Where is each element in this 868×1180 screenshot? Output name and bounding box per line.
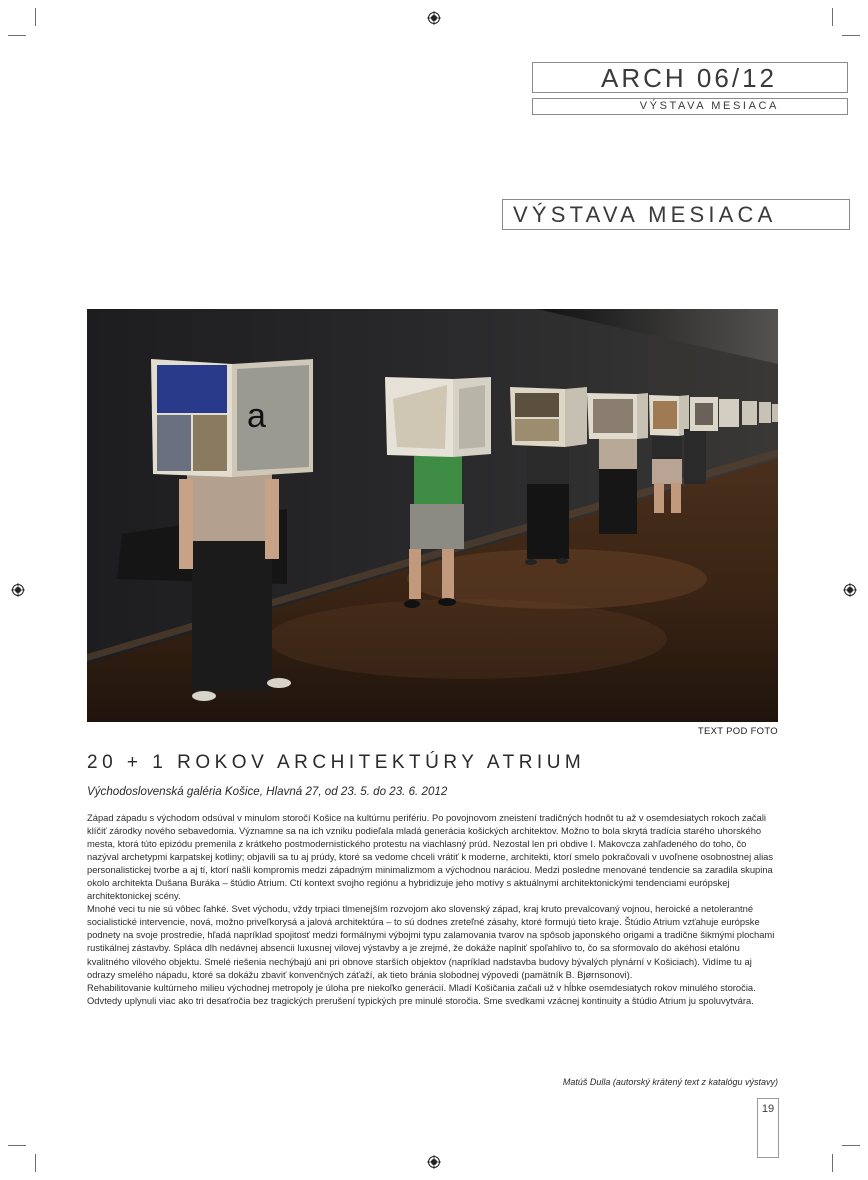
article-title: 20 + 1 ROKOV ARCHITEKTÚRY ATRIUM bbox=[87, 752, 586, 773]
registration-mark-icon bbox=[843, 583, 857, 597]
crop-mark bbox=[842, 35, 860, 36]
paragraph: Mnohé veci tu nie sú vôbec ľahké. Svet východu, vždy trpiaci tlmenejším rozvojom ako slovenský západ, kraj kruto prevalcovaný vojnou, heroické a netolerantné socialistické intervencie, nová, možno priveľkorysá a jalová architektúra – to sú dodnes zreteľné zásahy, ktoré formujú tieto kraje. Štúdio Atrium vzťahuje európske podnety na svoje prostredie, hľadá napríklad spojitosť medzi formálnymi výbojmi typu zalamovania tvarov na spôsob japonského origami a tradične šikmými plochami rustikálnej zástavby. Spláca dlh nedávnej absencii luxusnej vilovej výstavby a je zrejmé, že dokáže naplniť spoľahlivo to, čo sa sformovalo do akéhosi etalónu kvalitného vilového objektu. Smelé riešenia nechýbajú ani pri obnove starších objektov (napríklad nadstavba budovy bývalých plynární v Košiciach). Vidíme tu aj odrazy smelého nápadu, ktoré sa dokážu zbaviť konvenčných záťaží, ak tieto bránia slobodnej výpovedi (pamätník B. Bjørnsonovi). bbox=[87, 903, 775, 980]
article-body bbox=[87, 811, 779, 1007]
paragraph: Západ západu s východom odsúval v minulom storočí Košice na kultúrnu perifériu. Po povojnovom zneistení tradičných hodnôt tu až v osemdesiatych rokoch začali klíčiť zárodky nového sebavedomia. Významne sa na ich vzniku podieľala mladá generácia košických architektov. Možno to bola skrytá tradícia starého uhorského mesta, ktorá túto epizódu premenila z krátkeho postmodernistického protestu na viachlasný prúd. Nezostal len pri obdive I. Makovcza zahľadeného do toho, čo nazýval archetypmi karpatskej kotliny; objavili sa tu aj prúdy, ktoré sa vedome chceli vrátiť k moderne, architekti, ktorí smelo pokračovali v uvoľnene osobnostnej alias personalistickej tvorbe a aj tí, ktorí našli kompromis medzi západným minimalizmom a východnou naráciou. Medzi posledne menované tendencie sa zaradila skupina okolo architekta Dušana Buráka – štúdio Atrium. Ctí kontext svojho regiónu a hybridizuje jeho motívy s aktuálnymi architektonickými tendenciami európskej architektonickej scény. bbox=[87, 812, 774, 902]
exhibition-photo bbox=[87, 309, 778, 722]
crop-mark bbox=[832, 1154, 833, 1172]
registration-mark-icon bbox=[11, 583, 25, 597]
paragraph: Rehabilitovanie kultúrneho milieu východnej metropoly je úloha pre niekoľko generácií. Mladí Košičania začali už v hĺbke osemdesiatych rokov minulého storočia. Odvtedy uplynuli viac ako tri desaťročia bez tragických prerušení typických pre minulé storočia. Sme svedkami vzácnej kontinuity a štúdio Atrium ju spoluvytvára. bbox=[87, 981, 756, 1006]
registration-mark-icon bbox=[427, 11, 441, 25]
crop-mark bbox=[8, 35, 26, 36]
crop-mark bbox=[842, 1145, 860, 1146]
article-subtitle: Východoslovenská galéria Košice, Hlavná 27, od 23. 5. do 23. 6. 2012 bbox=[87, 785, 448, 798]
crop-mark bbox=[35, 8, 36, 26]
svg-text:a: a bbox=[247, 397, 266, 435]
page-number: 19 bbox=[757, 1098, 779, 1158]
crop-mark bbox=[35, 1154, 36, 1172]
crop-mark bbox=[8, 1145, 26, 1146]
crop-mark bbox=[832, 8, 833, 26]
section-title: VÝSTAVA MESIACA bbox=[502, 199, 850, 230]
header-subtitle: VÝSTAVA MESIACA bbox=[532, 98, 848, 115]
registration-mark-icon bbox=[427, 1155, 441, 1169]
author-credit: Matúš Dulla (autorský krátený text z katalógu výstavy) bbox=[562, 1077, 778, 1087]
photo-caption: TEXT POD FOTO bbox=[697, 726, 778, 737]
issue-header: ARCH 06/12 bbox=[532, 62, 848, 93]
